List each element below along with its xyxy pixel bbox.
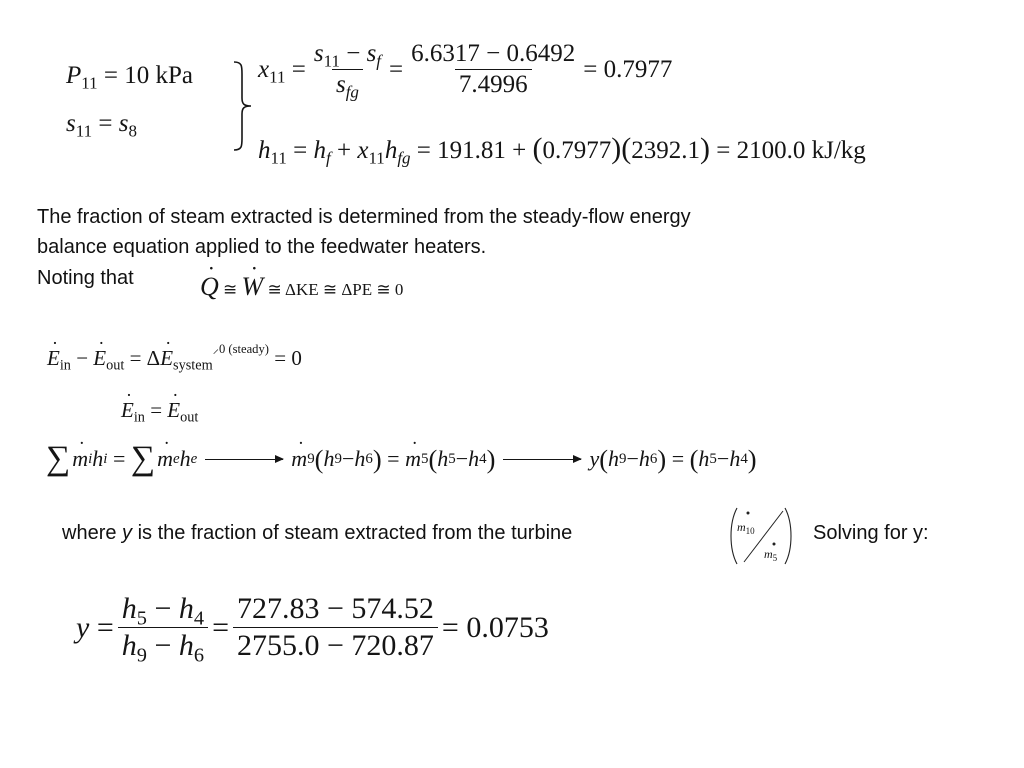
solving-for-y-label: Solving for y: <box>813 522 929 544</box>
mass-ratio-m10-over-m5: $m_{10}$ $m_5$ <box>728 505 794 567</box>
s11-equation: $s_{11} = s_8$ <box>66 110 137 141</box>
y-numerator: 727.83 − 574.52 <box>237 592 434 625</box>
ratio-bottom-index: 5 <box>772 552 778 563</box>
h11-equation: $h_{11} = h_f + x_{11}h_{fg} = 191.81 + (0.7977)(2392.1) = 2100.0$ kJ/kg <box>258 132 866 168</box>
h11-result: = 2100.0 kJ/kg <box>716 137 866 164</box>
y-denominator: 2755.0 − 720.87 <box>233 627 438 663</box>
y-result: = 0.0753 <box>441 610 549 644</box>
y-symbolic-fraction: $\frac{h_5 - h_4}{h_9 - h_6}$ <box>118 592 208 663</box>
ratio-top-index: 10 <box>745 525 755 536</box>
y-final-equation: y = $\frac{h_5 - h_4}{h_9 - h_6}$ = $\frac{727.83 - 574.52}{2755.0 - 720.87}$ = 0.0753 <box>76 592 549 667</box>
noting-that-label: Noting that <box>37 267 134 289</box>
ein-equals-eout: E $˙_{in} = E$ $˙_{out}$ <box>121 398 198 423</box>
paragraph-line-1: The fraction of steam extracted is determined from the steady-flow energy <box>37 206 691 228</box>
s11-rhs-index: 8 <box>128 121 137 141</box>
p11-equation: $P_{11} = 10$ kPa <box>66 62 194 93</box>
energy-zero: = 0 <box>274 346 302 370</box>
left-brace <box>230 60 256 152</box>
ratio-parens-and-slash <box>728 505 794 567</box>
p11-value: 10 kPa <box>124 62 194 89</box>
x11-result: = 0.7977 <box>583 55 673 83</box>
h11-values: = 191.81 + <box>416 137 533 164</box>
steady-note: 0 (steady) <box>218 342 269 357</box>
approx-equation: Q ˙ ≅ W ˙ ≅ ΔKE ≅ ΔPE ≅ 0 <box>200 272 403 302</box>
right-arrow-2 <box>503 459 581 460</box>
where-line: where y is the fraction of steam extracted from the turbine <box>62 522 573 544</box>
x11-equation: $x_{11}$ = $\frac{s_{11} - s_f}{s_{fg}}$ = $\frac{6.6317 - 0.6492}{7.4996}$ = 0.7977 <box>258 40 673 102</box>
y-variable: y <box>122 522 133 544</box>
mass-energy-equation: ∑ m ˙ i h i = ∑ m ˙ e h e m ˙ 9 ( h 9 − h 6 ) = m ˙ 5 ( h 5 − h 4 ) y ( h 9 − h 6 ) = ( h 5 − h 4 ) <box>46 440 757 478</box>
paragraph-line-2: balance equation applied to the feedwater heaters. <box>37 236 487 258</box>
h11-hfg-value: 2392.1 <box>631 137 700 164</box>
approx-rest: ≅ ΔKE ≅ ΔPE ≅ 0 <box>267 280 404 299</box>
h11-quality: 0.7977 <box>542 137 612 164</box>
x11-numeric-fraction <box>407 40 579 99</box>
y-numeric-fraction <box>233 592 438 663</box>
energy-balance-equation: E $˙_{in} - E$ $˙_{out} = \Delta E$ $˙_{system}^{⸝0 (steady)} = 0$ <box>47 346 302 371</box>
right-arrow-1 <box>205 459 283 460</box>
x11-denominator: 7.4996 <box>455 69 532 99</box>
x11-numerator: 6.6317 − 0.6492 <box>411 40 576 67</box>
x11-symbolic-fraction: $\frac{s_{11} - s_f}{s_{fg}}$ <box>313 40 382 102</box>
